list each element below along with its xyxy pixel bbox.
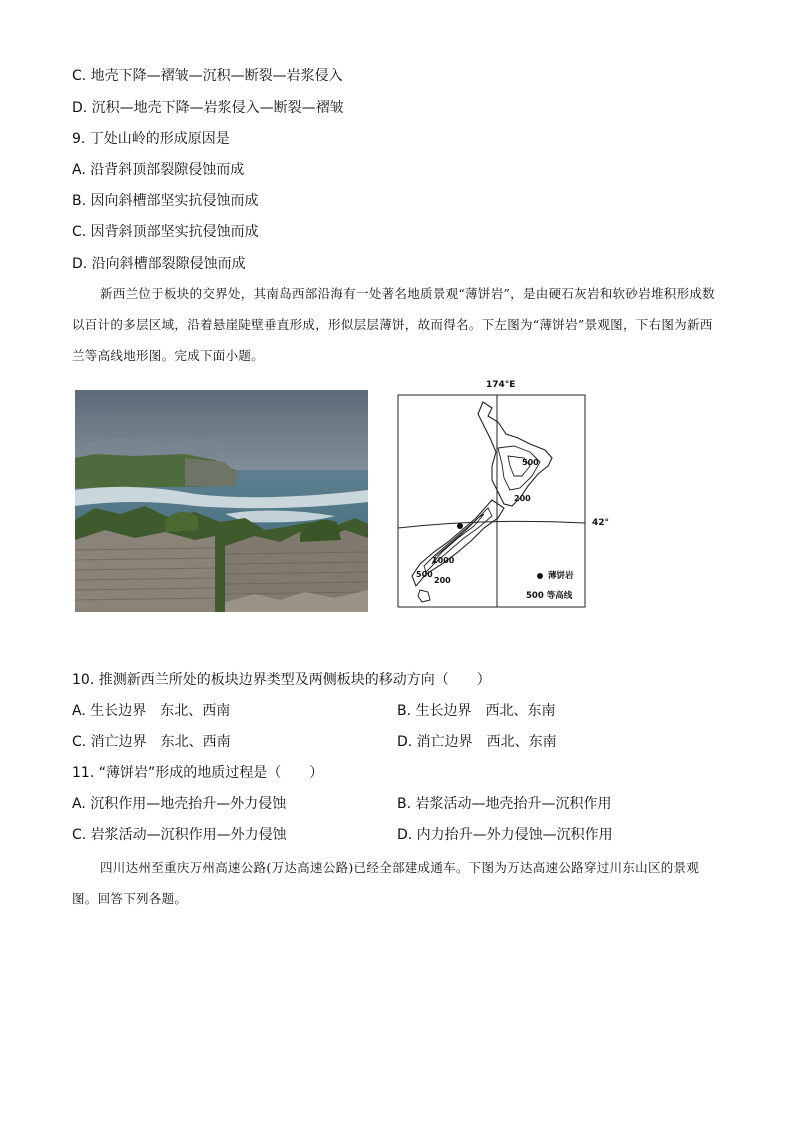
q11-option-a: A. 沉积作用—地壳抬升—外力侵蚀 <box>72 796 287 812</box>
q9-stem: 9. 丁处山岭的形成原因是 <box>72 131 230 147</box>
q8-option-c: C. 地壳下降—褶皱—沉积—断裂—岩浆侵入 <box>72 68 343 84</box>
q9-option-c: C. 因背斜顶部坚实抗侵蚀而成 <box>72 224 259 240</box>
contour-label: 500 <box>416 570 433 579</box>
contour-label: 200 <box>434 576 451 585</box>
new-zealand-contour-map <box>380 378 620 614</box>
legend-point-label: 薄饼岩 <box>548 571 574 581</box>
pancake-rocks-photo <box>75 390 368 612</box>
q10-stem: 10. 推测新西兰所处的板块边界类型及两侧板块的移动方向（ ） <box>72 672 491 688</box>
q9-option-b: B. 因向斜槽部坚实抗侵蚀而成 <box>72 193 259 209</box>
latitude-label: 42° <box>592 518 610 528</box>
q9-option-d: D. 沿向斜槽部裂隙侵蚀而成 <box>72 256 246 272</box>
contour-label: 500 <box>522 458 539 467</box>
q11-option-c: C. 岩浆活动—沉积作用—外力侵蚀 <box>72 827 287 843</box>
legend-contour-label: 500 等高线 <box>526 591 573 601</box>
q8-option-d: D. 沉积—地壳下降—岩浆侵入—断裂—褶皱 <box>72 100 344 116</box>
longitude-label: 174°E <box>486 380 516 390</box>
q11-option-b: B. 岩浆活动—地壳抬升—沉积作用 <box>397 796 612 812</box>
q10-option-a: A. 生长边界 东北、西南 <box>72 703 231 719</box>
q9-option-a: A. 沿背斜顶部裂隙侵蚀而成 <box>72 162 245 178</box>
q11-option-d: D. 内力抬升—外力侵蚀—沉积作用 <box>397 827 613 843</box>
q10-option-d: D. 消亡边界 西北、东南 <box>397 734 557 750</box>
passage-wanda-highway: 四川达州至重庆万州高速公路(万达高速公路)已经全部建成通车。下图为万达高速公路穿过川东山区的景观图。回答下列各题。 <box>72 860 700 906</box>
q10-option-b: B. 生长边界 西北、东南 <box>397 703 556 719</box>
passage-new-zealand: 新西兰位于板块的交界处，其南岛西部沿海有一处著名地质景观“薄饼岩”，是由硬石灰岩和软砂岩堆积形成数以百计的多层区域，沿着悬崖陡壁垂直形成，形似层层薄饼，故而得名。下左图为“薄饼岩”景观图，下右图为新西兰等高线地形图。完成下面小题。 <box>72 286 715 363</box>
legend-point-icon <box>537 573 543 579</box>
q10-option-c: C. 消亡边界 东北、西南 <box>72 734 231 750</box>
contour-label: 1000 <box>432 556 455 565</box>
q11-stem: 11. “薄饼岩”形成的地质过程是（ ） <box>72 765 324 781</box>
contour-label: 200 <box>514 494 531 503</box>
